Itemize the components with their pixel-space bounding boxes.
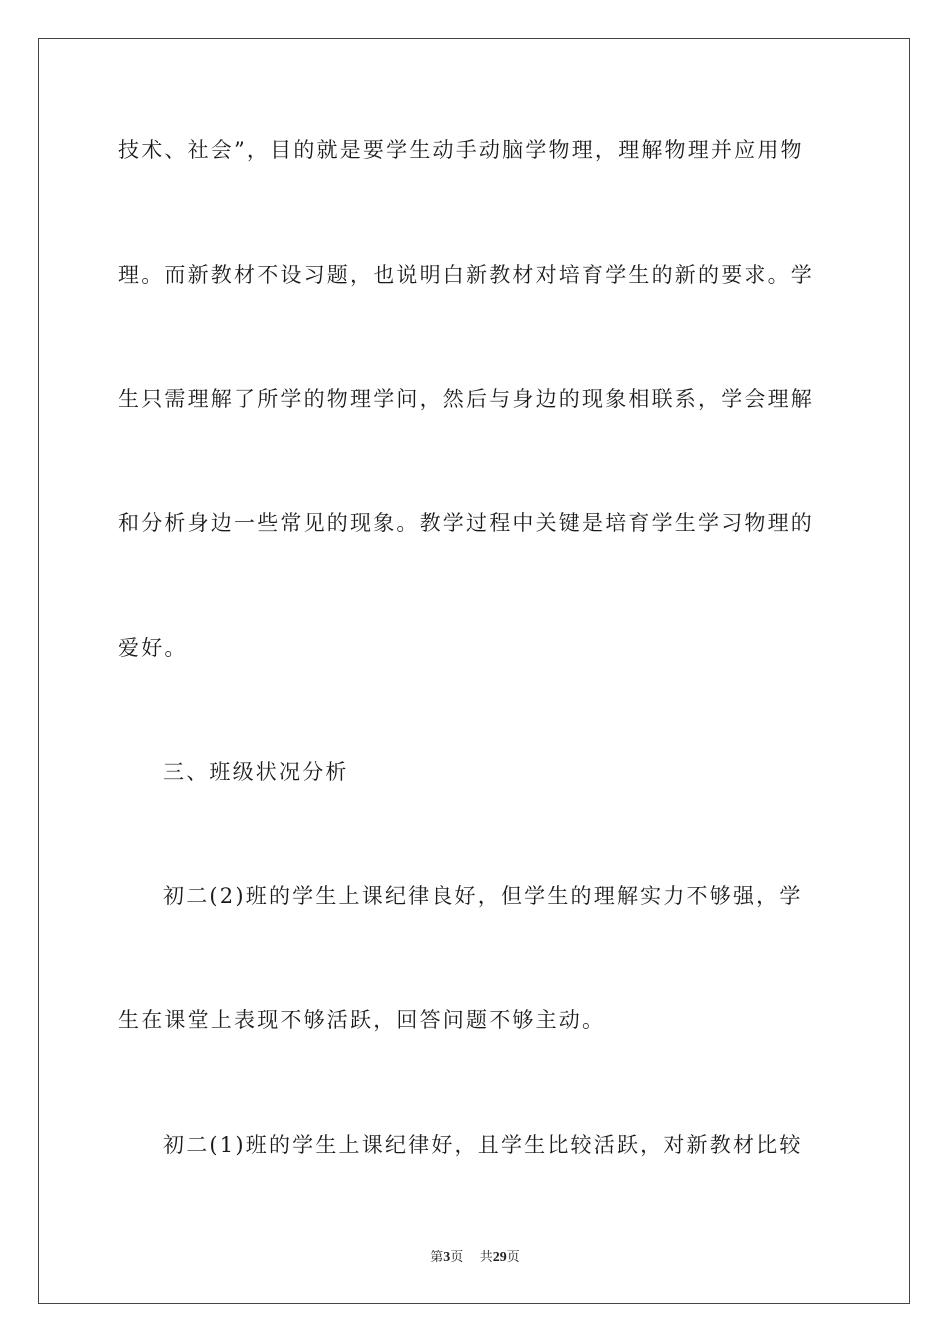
paragraph-line: 技术、社会”，目的就是要学生动手动脑学物理，理解物理并应用物 [118, 138, 804, 162]
page-footer [0, 1249, 950, 1267]
page-number: 3 [443, 1250, 451, 1265]
page-suffix: 页 [450, 1250, 464, 1265]
total-prefix: 共 [479, 1250, 493, 1265]
paragraph-line: 初二(2)班的学生上课纪律良好，但学生的理解实力不够强，学 [163, 884, 803, 908]
page-frame [38, 38, 910, 1304]
paragraph-line: 初二(1)班的学生上课纪律好，且学生比较活跃，对新教材比较 [163, 1133, 803, 1157]
paragraph-line: 生只需理解了所学的物理学问，然后与身边的现象相联系，学会理解 [118, 387, 814, 411]
page-prefix: 第 [430, 1250, 444, 1265]
paragraph-line: 理。而新教材不设习题，也说明白新教材对培育学生的新的要求。学 [118, 263, 814, 287]
total-pages: 29 [492, 1250, 507, 1265]
section-heading: 三、班级状况分析 [163, 760, 349, 784]
paragraph-line: 爱好。 [118, 636, 188, 660]
paragraph-line: 生在课堂上表现不够活跃，回答问题不够主动。 [118, 1008, 606, 1032]
paragraph-line: 和分析身边一些常见的现象。教学过程中关键是培育学生学习物理的 [118, 511, 814, 535]
total-suffix: 页 [506, 1250, 520, 1265]
